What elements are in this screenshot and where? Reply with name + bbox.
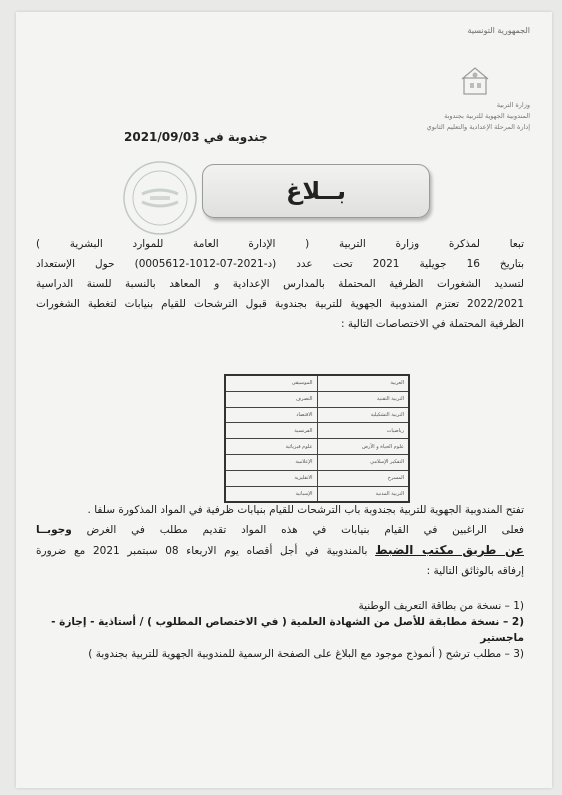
table-cell: علوم فيزيائية	[225, 439, 317, 455]
registry-office-text: عن طريق مكتب الضبط	[375, 543, 524, 557]
application-line	[36, 520, 524, 540]
intro-line: بتاريخ 16 جويلية 2021 تحت عدد (د-2021-07-1012-0005612) حول الإستعداد	[36, 258, 524, 270]
table-cell: الإعلامية	[225, 454, 317, 470]
table-row	[225, 454, 409, 470]
document-page	[16, 12, 552, 788]
table-cell: رياضيات	[317, 423, 409, 439]
application-line	[36, 540, 524, 561]
list-item	[36, 614, 524, 646]
table-row	[225, 391, 409, 407]
republic-header: الجمهورية التونسية	[467, 26, 530, 35]
intro-paragraph	[36, 234, 524, 334]
table-cell: التصرف	[225, 391, 317, 407]
specialties-table-wrap	[224, 374, 410, 503]
ministry-logo-icon	[458, 64, 492, 98]
table-row	[225, 407, 409, 423]
application-line: تفتح المندوبية الجهوية للتربية بجندوبة باب الترشحات للقيام بنيابات ظرفية في المواد المذكورة سلفا .	[87, 504, 524, 516]
official-stamp-icon	[120, 158, 200, 238]
table-cell: الاقتصاد	[225, 407, 317, 423]
table-cell: الإسبانية	[225, 486, 317, 502]
table-cell: الموسيقى	[225, 375, 317, 391]
ministry-block	[360, 100, 530, 133]
announcement-title-box	[202, 164, 430, 218]
regional-office: المندوبية الجهوية للتربية بجندوبة	[444, 112, 530, 120]
intro-line: الظرفية المحتملة في الاختصاصات التالية :	[341, 318, 524, 330]
table-cell: العربية	[317, 375, 409, 391]
deadline-text: بالمندوبية في أجل أقصاه يوم الاربعاء 08 سبتمبر 2021 مع ضرورة	[36, 545, 376, 557]
application-text: فعلى الراغبين في القيام بنيابات في هذه المواد تقديم مطلب في الغرض	[71, 524, 524, 536]
table-row	[225, 375, 409, 391]
item-number: 3)	[513, 648, 524, 660]
item-number: 2)	[511, 616, 524, 628]
mandatory-word: وجوبــا	[36, 524, 72, 536]
list-item	[36, 646, 524, 662]
intro-line: 2022/2021 تعتزم المندوبية الجهوية للتربية بجندوبة قبول الترشحات للقيام بنيابات لتغطية الشغورات	[36, 298, 524, 310]
table-cell: التفكير الإسلامي	[317, 454, 409, 470]
announcement-title: بــلاغ	[285, 177, 347, 205]
table-row	[225, 423, 409, 439]
table-cell: علوم الحياة و الأرض	[317, 439, 409, 455]
required-documents-list	[36, 598, 524, 662]
table-row	[225, 470, 409, 486]
department-name: إدارة المرحلة الإعدادية والتعليم الثانوي	[426, 123, 530, 131]
table-row	[225, 439, 409, 455]
table-cell: المسرح	[317, 470, 409, 486]
application-line: إرفاقه بالوثائق التالية :	[426, 565, 524, 577]
table-cell: التربية التشكيلية	[317, 407, 409, 423]
intro-line: لتسديد الشغورات الظرفية المحتملة بالمدارس الإعدادية و المعاهد بالنسبة للسنة الدراسية	[36, 278, 524, 290]
item-text: – مطلب ترشح ( أنموذج موجود مع البلاغ على الصفحة الرسمية للمندوبية الجهوية للتربية بجندوبة )	[88, 648, 514, 660]
list-item	[36, 598, 524, 614]
specialties-table	[224, 374, 410, 503]
table-cell: التربية التقنية	[317, 391, 409, 407]
table-cell: التربية المدنية	[317, 486, 409, 502]
item-number: 1)	[513, 600, 524, 612]
table-cell: الفرنسية	[225, 423, 317, 439]
ministry-name: وزارة التربية	[496, 101, 530, 109]
intro-line: تبعا لمذكرة وزارة التربية ( الإدارة العامة للموارد البشرية )	[36, 238, 524, 250]
item-text: – نسخة من بطاقة التعريف الوطنية	[358, 600, 514, 612]
date-line: جندوبة في 2021/09/03	[124, 130, 268, 144]
table-cell: الانقليزية	[225, 470, 317, 486]
item-text: – نسخة مطابقة للأصل من الشهادة العلمية ( في الاختصاص المطلوب ) / أستاذية - إجازة - ماجستير	[51, 616, 524, 644]
application-paragraph	[36, 500, 524, 581]
